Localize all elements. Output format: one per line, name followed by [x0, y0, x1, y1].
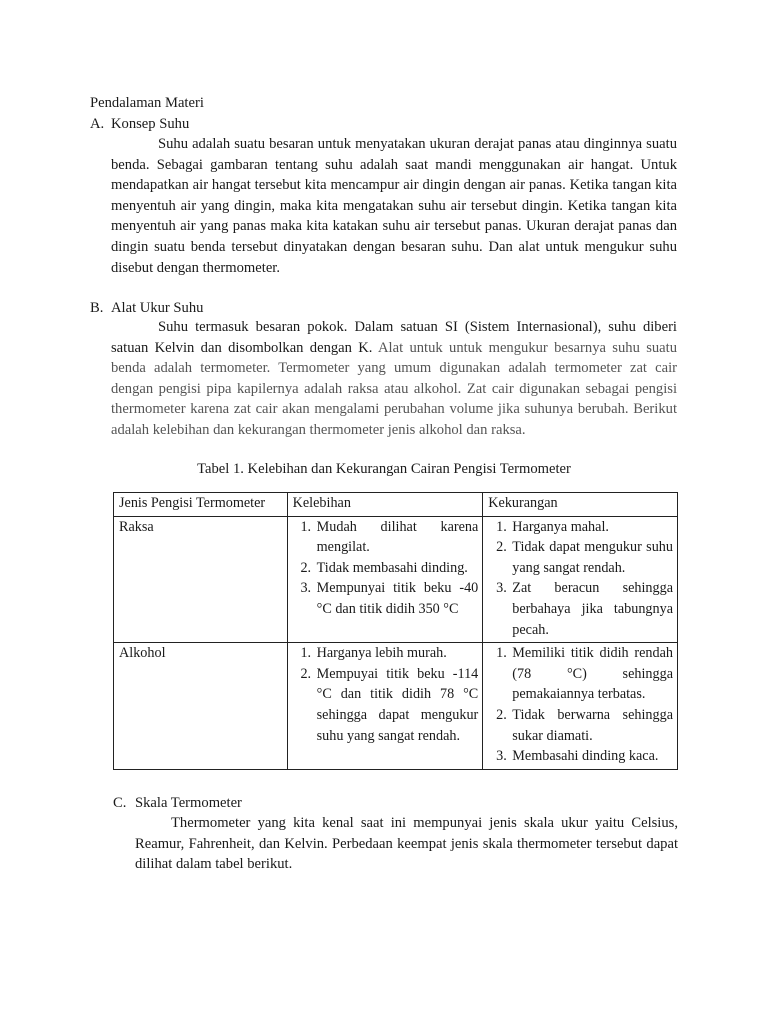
page-heading: Pendalaman Materi [90, 95, 204, 111]
cell-jenis: Alkohol [114, 643, 288, 770]
table-caption: Tabel 1. Kelebihan dan Kekurangan Cairan Pengisi Termometer [197, 461, 571, 477]
table-row [114, 643, 678, 770]
list-item: 3. Zat beracun sehingga berbahaya jika tabungnya pecah. [510, 578, 673, 640]
section-b-paragraph-part1: Suhu termasuk besaran pokok. Dalam satuan SI (Sistem Internasional), suhu diberi satuan Kelvin dan disombolkan dengan K. [111, 319, 677, 356]
section-c-marker: C. [113, 795, 127, 811]
list-item: 2. Tidak dapat mengukur suhu yang sangat rendah. [510, 537, 673, 578]
section-c-paragraph: Thermometer yang kita kenal saat ini mempunyai jenis skala ukur yaitu Celsius, Reamur, Fahrenheit, dan Kelvin. Perbedaan keempat jenis skala thermometer tersebut dapat dilihat dalam tabel berikut. [135, 815, 678, 873]
table-header-row [114, 493, 678, 517]
section-b-paragraph [111, 317, 677, 441]
list-item: 2. Tidak berwarna sehingga sukar diamati. [510, 705, 673, 746]
section-a-title: Konsep Suhu [111, 116, 190, 132]
header-jenis: Jenis Pengisi Termometer [114, 493, 288, 517]
list-item: 1. Harganya mahal. [510, 517, 673, 538]
list-item: 1. Memiliki titik didih rendah (78 °C) sehingga pemakaiannya terbatas. [510, 643, 673, 705]
list-item: 1. Harganya lebih murah. [315, 643, 479, 664]
cell-kelebihan [287, 516, 483, 643]
section-b-title: Alat Ukur Suhu [111, 300, 204, 316]
table-row [114, 516, 678, 643]
list-item: 3. Membasahi dinding kaca. [510, 746, 673, 767]
list-item: 1. Mudah dilihat karena mengilat. [315, 517, 479, 558]
section-a-paragraph: Suhu adalah suatu besaran untuk menyatakan ukuran derajat panas atau dinginnya suatu benda. Sebagai gambaran tentang suhu adalah saat mandi menggunakan air hangat. Untuk mendapatkan air hangat tersebut kita mencampur air dingin dengan air panas. Ketika tangan kita menyentuh air yang dingin, maka kita mengatakan suhu air tersebut dingin. Ketika tangan kita menyentuh air yang panas maka kita katakan suhu air tersebut panas. Ukuran derajat panas dan dingin suatu benda tersebut dinyatakan dengan besaran suhu. Dan alat untuk mengukur suhu disebut dengan thermometer. [111, 136, 677, 276]
section-c-title: Skala Termometer [135, 795, 242, 811]
section-b-paragraph-part2: Alat untuk untuk mengukur besarnya suhu suatu benda adalah termometer. Termometer yang umum digunakan adalah termometer zat cair dengan pengisi pipa kapilernya adalah raksa atau alkohol. Zat cair digunakan sebagai pengisi thermometer karena zat cair akan mengalami perubahan volume jika suhunya berubah. Berikut adalah kelebihan dan kekurangan thermometer jenis alkohol dan raksa. [111, 339, 677, 438]
list-item: 3. Mempunyai titik beku -40 °C dan titik didih 350 °C [315, 578, 479, 619]
list-item: 2. Mempuyai titik beku -114 °C dan titik didih 78 °C sehingga dapat mengukur suhu yang sangat rendah. [315, 664, 479, 746]
cell-kelebihan [287, 643, 483, 770]
list-item: 2. Tidak membasahi dinding. [315, 558, 479, 579]
section-b-marker: B. [90, 300, 104, 316]
cell-kekurangan [483, 643, 678, 770]
section-a-marker: A. [90, 116, 105, 132]
cell-jenis: Raksa [114, 516, 288, 643]
comparison-table [113, 492, 678, 770]
header-kelebihan: Kelebihan [287, 493, 483, 517]
cell-kekurangan [483, 516, 678, 643]
header-kekurangan: Kekurangan [483, 493, 678, 517]
